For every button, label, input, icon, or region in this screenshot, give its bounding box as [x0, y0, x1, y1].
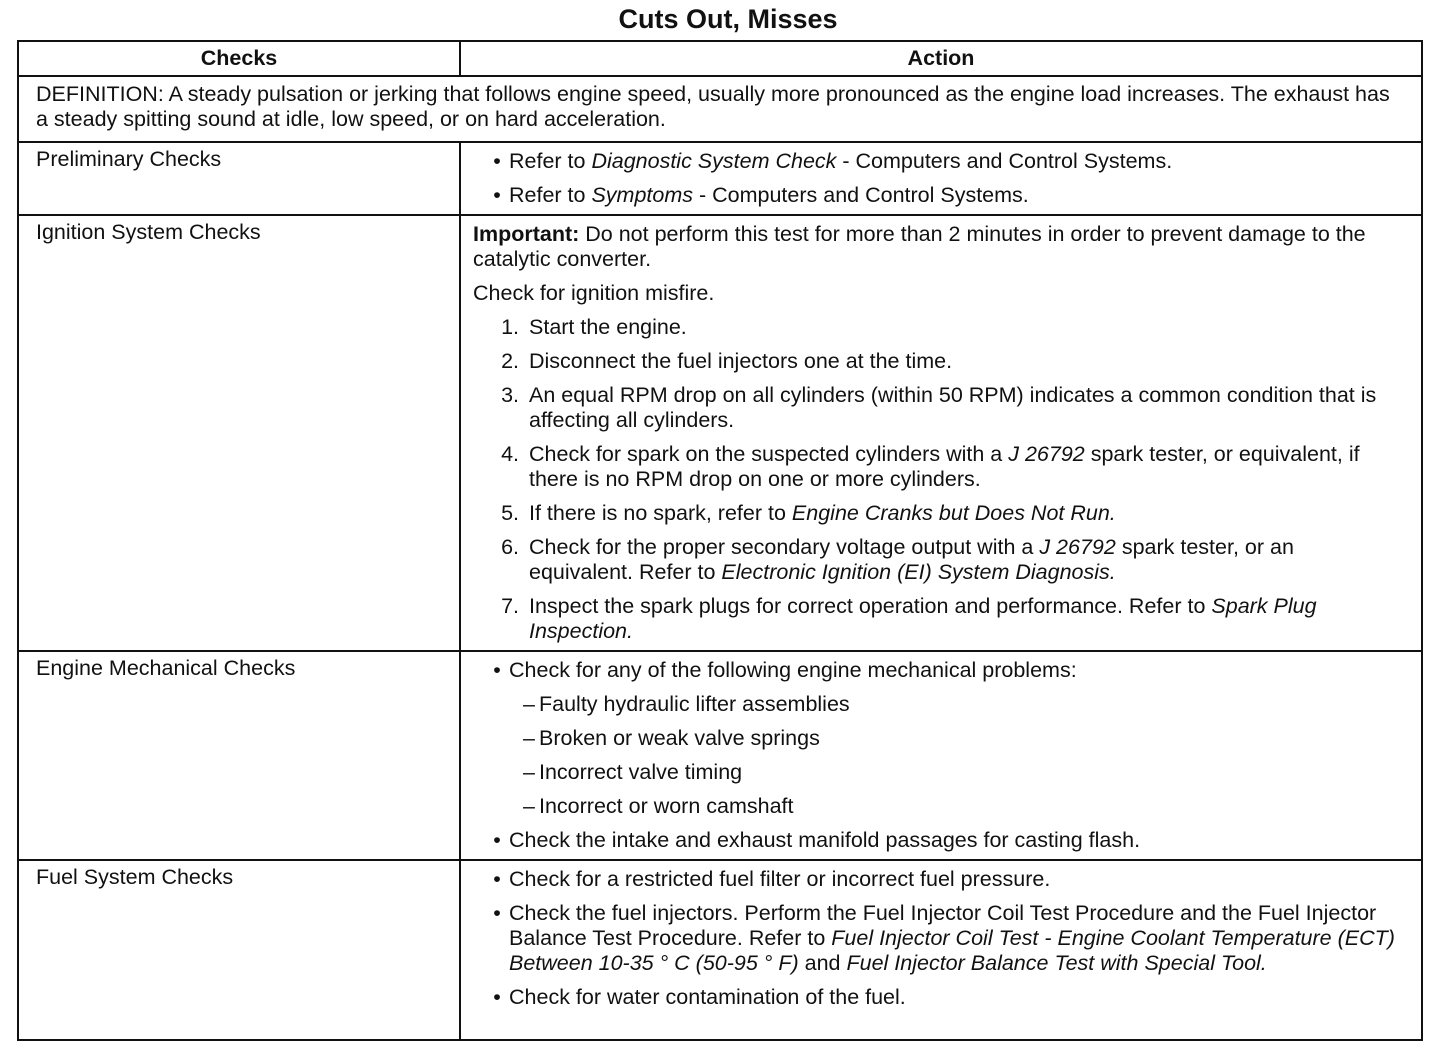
step-item: 3. An equal RPM drop on all cylinders (within 50 RPM) indicates a common condition that is affecting all cylinders.	[501, 383, 1377, 432]
bullet-icon: •	[493, 183, 501, 207]
fuel-row	[18, 860, 1422, 1040]
reference-link: Fuel Injector Balance Test with Special Tool.	[846, 951, 1267, 975]
bullet-icon: •	[493, 867, 501, 891]
bullet-icon: •	[493, 985, 501, 1009]
action-header: Action	[460, 41, 1422, 76]
bullet-icon: •	[493, 658, 501, 682]
important-note: Important: Do not perform this test for more than 2 minutes in order to prevent damage to the catalytic converter.	[473, 222, 1366, 271]
step-item: 7. Inspect the spark plugs for correct operation and performance. Refer to Spark Plug Inspection.	[501, 594, 1317, 643]
ignition-actions	[460, 215, 1422, 651]
reference-link: Spark Plug Inspection.	[529, 594, 1317, 643]
preliminary-row	[18, 142, 1422, 215]
list-item: • Check for water contamination of the fuel.	[473, 985, 1401, 1010]
diagnostic-table	[17, 40, 1423, 1041]
sub-item: – Broken or weak valve springs	[473, 726, 1401, 751]
bullet-icon: •	[493, 149, 501, 173]
step-item: 5. If there is no spark, refer to Engine Cranks but Does Not Run.	[501, 501, 1116, 525]
list-item: • Refer to Diagnostic System Check - Computers and Control Systems.	[473, 149, 1401, 174]
list-item: • Check for any of the following engine mechanical problems:	[473, 658, 1401, 683]
sub-item: – Incorrect valve timing	[473, 760, 1401, 785]
dash-icon: –	[523, 726, 535, 750]
engine-actions	[460, 651, 1422, 860]
preliminary-actions	[460, 142, 1422, 215]
reference-link: Diagnostic System Check	[591, 149, 837, 173]
preliminary-label: Preliminary Checks	[18, 142, 460, 215]
header-row	[18, 41, 1422, 76]
list-item: • Check for a restricted fuel filter or incorrect fuel pressure.	[473, 867, 1401, 892]
ignition-intro: Check for ignition misfire.	[473, 281, 715, 305]
fuel-actions	[460, 860, 1422, 1040]
step-item: 4. Check for spark on the suspected cylinders with a J 26792 spark tester, or equivalent, if there is no RPM drop on one or more cylinders.	[501, 442, 1360, 491]
list-item: • Check the intake and exhaust manifold passages for casting flash.	[473, 828, 1401, 853]
dash-icon: –	[523, 692, 535, 716]
page-title: Cuts Out, Misses	[618, 4, 838, 34]
bullet-icon: •	[493, 828, 501, 852]
dash-icon: –	[523, 760, 535, 784]
definition-text: DEFINITION: A steady pulsation or jerking that follows engine speed, usually more pronounced as the engine load increases. The exhaust has a steady spitting sound at idle, low speed, or on hard acceleration.	[18, 76, 1422, 142]
step-item: 2. Disconnect the fuel injectors one at the time.	[501, 349, 953, 373]
reference-link: Fuel Injector Coil Test - Engine Coolant Temperature (ECT) Between 10-35 ° C (50-95 ° F)	[509, 926, 1395, 975]
reference-link: Electronic Ignition (EI) System Diagnosis.	[721, 560, 1116, 584]
dash-icon: –	[523, 794, 535, 818]
tool-reference: J 26792	[1008, 442, 1085, 466]
list-item: • Refer to Symptoms - Computers and Control Systems.	[473, 183, 1401, 208]
list-item: • Check the fuel injectors. Perform the Fuel Injector Coil Test Procedure and the Fuel Injector Balance Test Procedure. Refer to Fuel Injector Coil Test - Engine Coolant Temperature (ECT) Between 10-35 ° C (50-95 ° F) and Fuel Injector Balance Test with Special Tool.	[473, 901, 1401, 976]
engine-label: Engine Mechanical Checks	[18, 651, 460, 860]
checks-header: Checks	[18, 41, 460, 76]
fuel-label: Fuel System Checks	[18, 860, 460, 1040]
tool-reference: J 26792	[1039, 535, 1116, 559]
ignition-row	[18, 215, 1422, 651]
reference-link: Engine Cranks but Does Not Run.	[791, 501, 1116, 525]
step-item: 1. Start the engine.	[501, 315, 687, 339]
bullet-icon: •	[493, 901, 501, 925]
ignition-label: Ignition System Checks	[18, 215, 460, 651]
sub-item: – Incorrect or worn camshaft	[473, 794, 1401, 819]
reference-link: Symptoms	[591, 183, 694, 207]
engine-row	[18, 651, 1422, 860]
sub-item: – Faulty hydraulic lifter assemblies	[473, 692, 1401, 717]
step-item: 6. Check for the proper secondary voltage output with a J 26792 spark tester, or an equivalent. Refer to Electronic Ignition (EI) System Diagnosis.	[501, 535, 1294, 584]
definition-row	[18, 76, 1422, 142]
